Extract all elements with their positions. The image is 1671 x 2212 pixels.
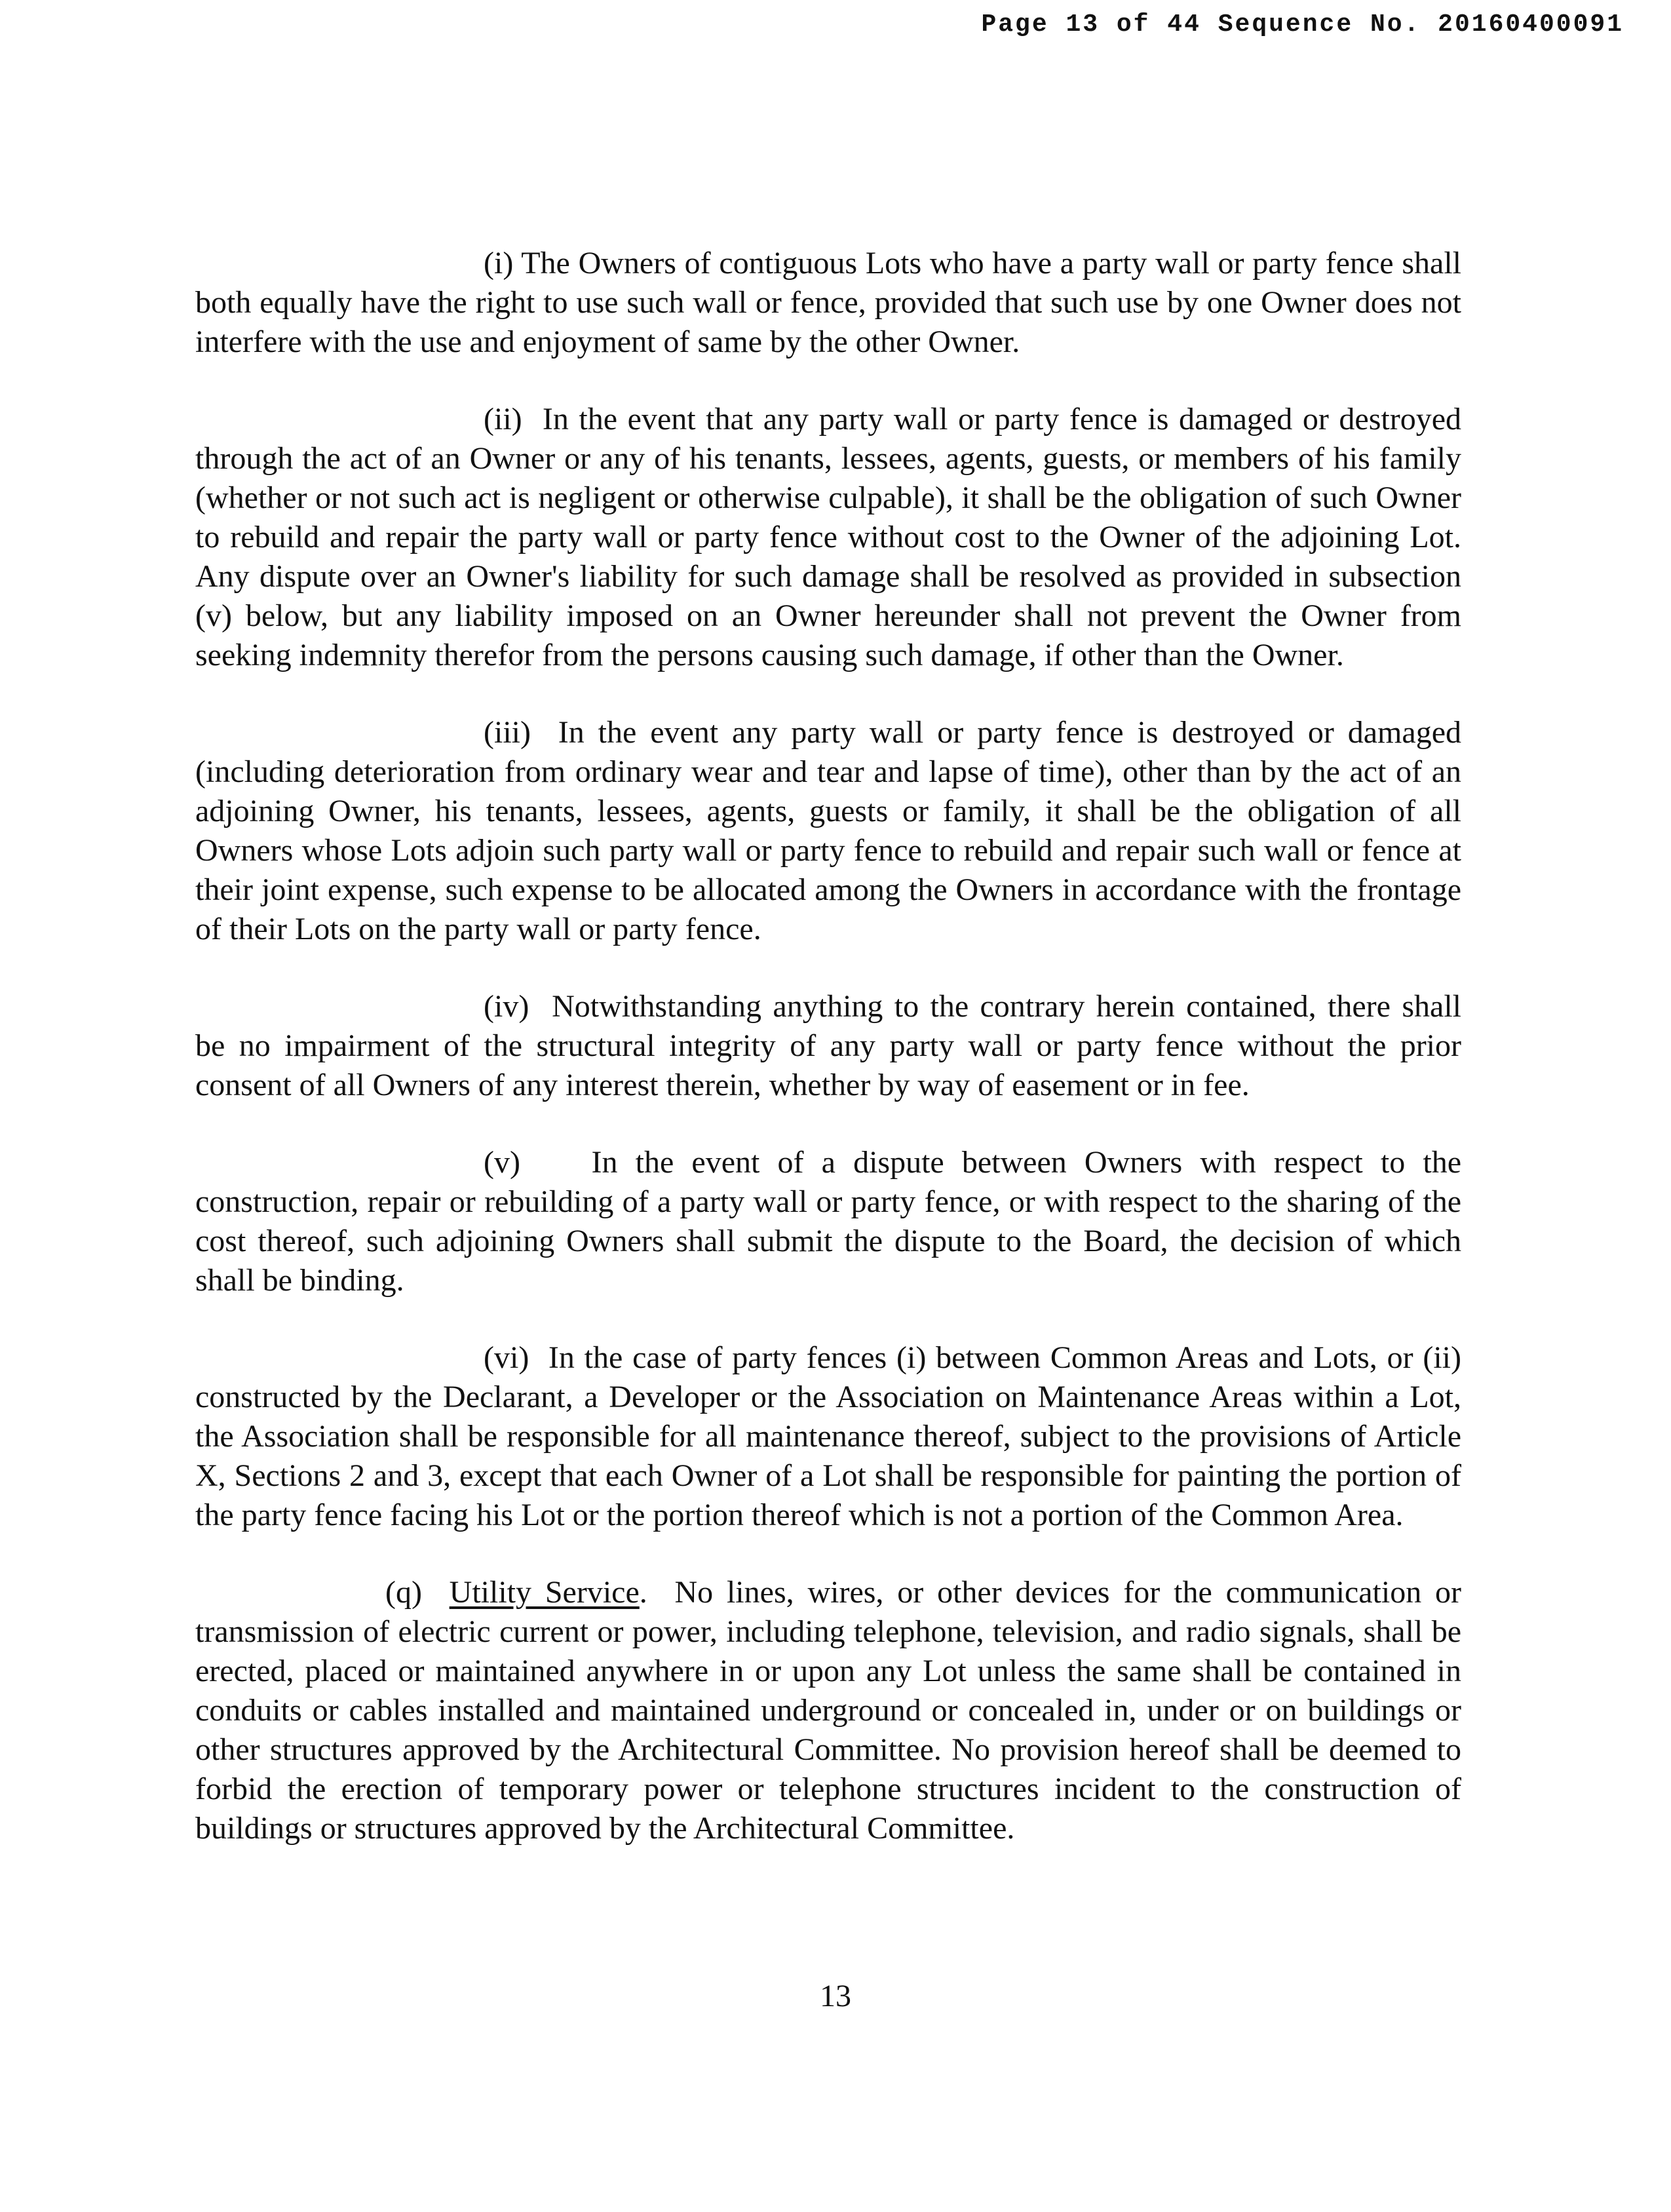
paragraph-vi bbox=[195, 1338, 1461, 1535]
page-sequence-header: Page 13 of 44 Sequence No. 20160400091 bbox=[981, 10, 1624, 39]
paragraph-text: The Owners of contiguous Lots who have a party wall or party fence shall both equally have the right to use such wall or fence, provided that such use by one Owner does not interfere with the use and enjoyment of same by the other Owner. bbox=[195, 246, 1462, 359]
paragraph-i bbox=[195, 244, 1461, 362]
paragraph-iv bbox=[195, 987, 1461, 1105]
paragraph-q-utility-service: (q) Utility Service. No lines, wires, or other devices for the communication or transmission of electric current or power, including telephone, television, and radio signals, shall be erected, placed or maintained anywhere in or upon any Lot unless the same shall be contained in conduits or cables installed and maintained underground or concealed in, under or on buildings or other structures approved by the Architectural Committee. No provision hereof shall be deemed to forbid the erection of temporary power or telephone structures incident to the construction of buildings or structures approved by the Architectural Committee. bbox=[195, 1573, 1461, 1848]
paragraph-iii bbox=[195, 713, 1461, 949]
document-body bbox=[195, 244, 1461, 1886]
paragraph-text: In the event of a dispute between Owners with respect to the construction, repair or rebuilding of a party wall or party fence, or with respect to the sharing of the cost thereof, such adjoining Owners shall submit the dispute to the Board, the decision of which shall be binding. bbox=[195, 1145, 1462, 1298]
paragraph-text: In the event any party wall or party fence is destroyed or damaged (including deterioration from ordinary wear and tear and lapse of time), other than by the act of an adjoining Owner, his tenants, lessees, agents, guests or family, it shall be the obligation of all Owners whose Lots adjoin such party wall or party fence to rebuild and repair such wall or fence at their joint expense, such expense to be allocated among the Owners in accordance with the frontage of their Lots on the party wall or party fence. bbox=[195, 715, 1462, 946]
paragraph-number: (ii) bbox=[484, 402, 522, 437]
paragraph-v bbox=[195, 1143, 1461, 1300]
paragraph-number: (iv) bbox=[484, 989, 529, 1024]
paragraph-number: (vi) bbox=[484, 1340, 529, 1375]
paragraph-text: Notwithstanding anything to the contrary herein contained, there shall be no impairment of the structural integrity of any party wall or party fence without the prior consent of all Owners of any interest therein, whether by way of easement or in fee. bbox=[195, 989, 1461, 1102]
paragraph-text: No lines, wires, or other devices for the communication or transmission of electric current or power, including telephone, television, and radio signals, shall be erected, placed or maintained anywhere in or upon any Lot unless the same shall be contained in conduits or cables installed and maintained underground or concealed in, under or on buildings or other structures approved by the Architectural Committee. No provision hereof shall be deemed to forbid the erection of temporary power or telephone structures incident to the construction of buildings or structures approved by the Architectural Committee. bbox=[195, 1575, 1462, 1846]
paragraph-number: (q) bbox=[385, 1575, 422, 1610]
paragraph-ii bbox=[195, 400, 1461, 675]
section-heading: Utility Service bbox=[449, 1575, 640, 1610]
paragraph-number: (iii) bbox=[484, 715, 531, 750]
paragraph-text: In the case of party fences (i) between Common Areas and Lots, or (ii) constructed by the Declarant, a Developer or the Association on Maintenance Areas within a Lot, the Association shall be responsible for all maintenance thereof, subject to the provisions of Article X, Sections 2 and 3, except that each Owner of a Lot shall be responsible for painting the portion of the party fence facing his Lot or the portion thereof which is not a portion of the Common Area. bbox=[195, 1340, 1461, 1532]
paragraph-text: In the event that any party wall or party fence is damaged or destroyed through the act of an Owner or any of his tenants, lessees, agents, guests, or members of his family (whether or not such act is negligent or otherwise culpable), it shall be the obligation of such Owner to rebuild and repair the party wall or party fence without cost to the Owner of the adjoining Lot. Any dispute over an Owner's liability for such damage shall be resolved as provided in subsection (v) below, but any liability imposed on an Owner hereunder shall not prevent the Owner from seeking indemnity therefor from the persons causing such damage, if other than the Owner. bbox=[195, 402, 1462, 672]
paragraph-number: (i) bbox=[484, 246, 514, 281]
page-number: 13 bbox=[820, 1979, 851, 2013]
paragraph-number: (v) bbox=[484, 1145, 520, 1180]
